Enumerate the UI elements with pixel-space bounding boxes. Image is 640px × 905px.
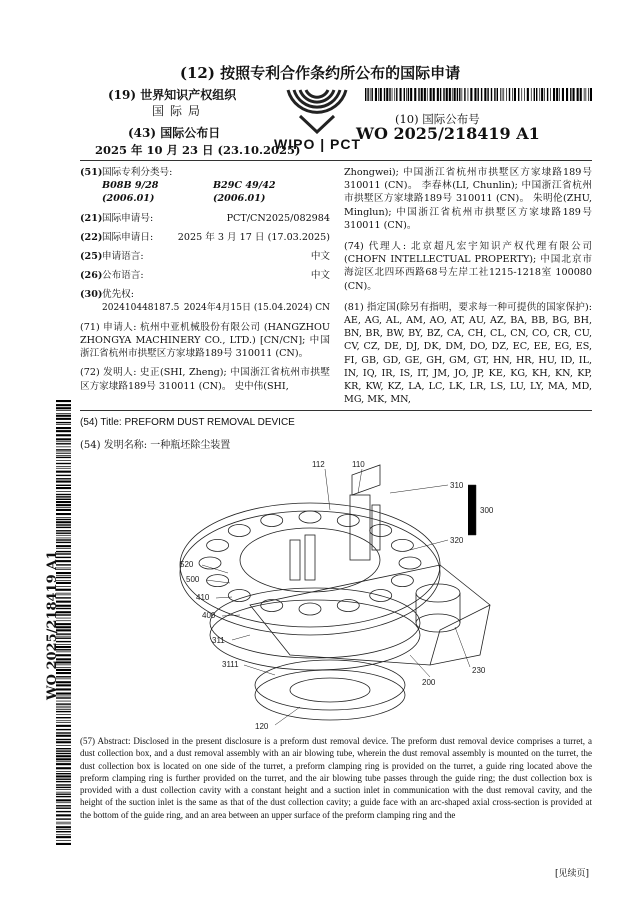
figure-label: 230 (472, 666, 486, 675)
title-chinese: (54) 发明名称: 一种瓶坯除尘装置 (80, 440, 231, 451)
pub-date-label: (43) 国际公布日 (128, 126, 221, 140)
figure-label: 120 (255, 722, 269, 731)
continued-note: [见续页] (555, 869, 590, 879)
inventor-continued: Zhongwei); 中国浙江省杭州市拱墅区方家埭路189号 310011 (CN)。 李春林(LI, Chunlin); 中国浙江省杭州市拱墅区方家埭路189号 310011 (CN)。 朱明伦(ZHU, Minglun); 中国浙江省杭州市拱墅区方家埭路189号 310011 (CN)。 (344, 167, 592, 231)
document-title: (12) 按照专利合作条约所公布的国际申请 (179, 64, 461, 82)
bib-row: 202410448187.5 2024年4月15日 (15.04.2024) CN (102, 302, 330, 313)
agent: (74) 代理人: 北京超凡宏宇知识产权代理有限公司(CHOFN INTELLECTUAL PROPERTY); 中国北京市海淀区北四环西路68号左岸工社1215-1218室 100080 (CN)。 (344, 241, 592, 292)
figure-label: 110 (352, 460, 365, 469)
figure-label: 320 (450, 536, 464, 545)
bib-row: (30)优先权: (80, 289, 135, 301)
barcode-icon (365, 88, 593, 101)
divider (80, 410, 592, 411)
side-pub-number: WO 2025/218419 A1 (45, 550, 60, 700)
bib-row: (22)国际申请日: 2025 年 3 月 17 日 (17.03.2025) (80, 231, 330, 243)
abstract: (57) Abstract: Disclosed in the present disclosure is a preform dust removal device. The preform dust removal device comprises a turret, a dust collection box, and a dust removal assembly with an air blowing tube, wherein the dust removal assembly is mounted on the turret, the dust collection box is located on one side of the turret, a preform clamping ring is provided on the turret, a guide ring located above the preform clamping ring is further provided on the turret, and the air blowing tube passes through the guide ring; the dust collection box is provided with a dust collection cavity with a constant height and a suction inlet in communication with the dust removal cavity, and the height of the suction inlet is the same as that of the dust collection cavity; a guide face with an arc-shaped axial cross-section is provided at the bottom of the guide ring, and an area between an upper surface of the preform clamping ring and the (80, 736, 592, 820)
organization-label: (19) 世界知识产权组织 (108, 88, 237, 102)
figure-label: 520 (180, 560, 194, 569)
organization-sub: 国际局 (152, 104, 207, 118)
figure-label: 500 (186, 575, 200, 584)
applicant: (71) 申请人: 杭州中亚机械股份有限公司 (HANGZHOU ZHONGYA MACHINERY CO., LTD.) [CN/CN]; 中国浙江省杭州市拱墅区方家埭路189号 310011 (CN)。 (80, 321, 330, 360)
figure-label: 400 (202, 611, 216, 620)
bib-row: (26)公布语言: 中文 (80, 270, 330, 282)
figure-label: 311 (212, 636, 225, 645)
figure-label: 310 (450, 481, 464, 490)
wipo-logo-icon (280, 86, 354, 134)
bibliographic-left (80, 166, 330, 393)
bib-row: B08B 9/28 (2006.01) B29C 49/42 (2006.01) (102, 180, 276, 205)
divider (80, 160, 592, 161)
figure-label: 3111 (222, 660, 239, 669)
inventor: (72) 发明人: 史正(SHI, Zheng); 中国浙江省杭州市拱墅区方家埭路189号 310011 (CN)。 史中伟(SHI, (80, 367, 330, 392)
figure-label: 200 (422, 678, 436, 687)
pub-date: 2025 年 10 月 23 日 (23.10.2025) (95, 143, 301, 157)
title-english: (54) Title: PREFORM DUST REMOVAL DEVICE (80, 417, 295, 428)
pub-number-label: (10) 国际公布号 (395, 112, 480, 126)
wipo-logo-text: WIPO | PCT (274, 136, 362, 152)
bib-row: (21)国际申请号: PCT/CN2025/082984 (80, 212, 330, 224)
figure-label: 300 (480, 506, 494, 515)
patent-figure (140, 455, 500, 735)
figure-label: 410 (196, 593, 210, 602)
designated-states: (81) 指定国(除另有指明，要求每一种可提供的国家保护): AE, AG, AL, AM, AO, AT, AU, AZ, BA, BB, BG, BH, BN, BR, BW, BY, BZ, CA, CH, CL, CN, CO, CR, CU, CV, CZ, DE, DJ, DK, DM, DO, DZ, EC, EE, EG, ES, FI, GB, GD, GE, GH, GM, GT, HN, HR, HU, ID, IL, IN, IQ, IR, IS, IT, JM, JO, JP, KE, KG, KH, KN, KP, KR, KW, KZ, LA, LC, LK, LR, LS, LU, LY, MA, MD, MG, MK, MN, (344, 301, 592, 406)
bibliographic-right (344, 166, 592, 406)
pub-number: WO 2025/218419 A1 (356, 124, 540, 143)
figure-label: 112 (312, 460, 325, 469)
bib-row: (25)申请语言: 中文 (80, 251, 330, 263)
bib-row: (51)国际专利分类号: (80, 167, 173, 178)
